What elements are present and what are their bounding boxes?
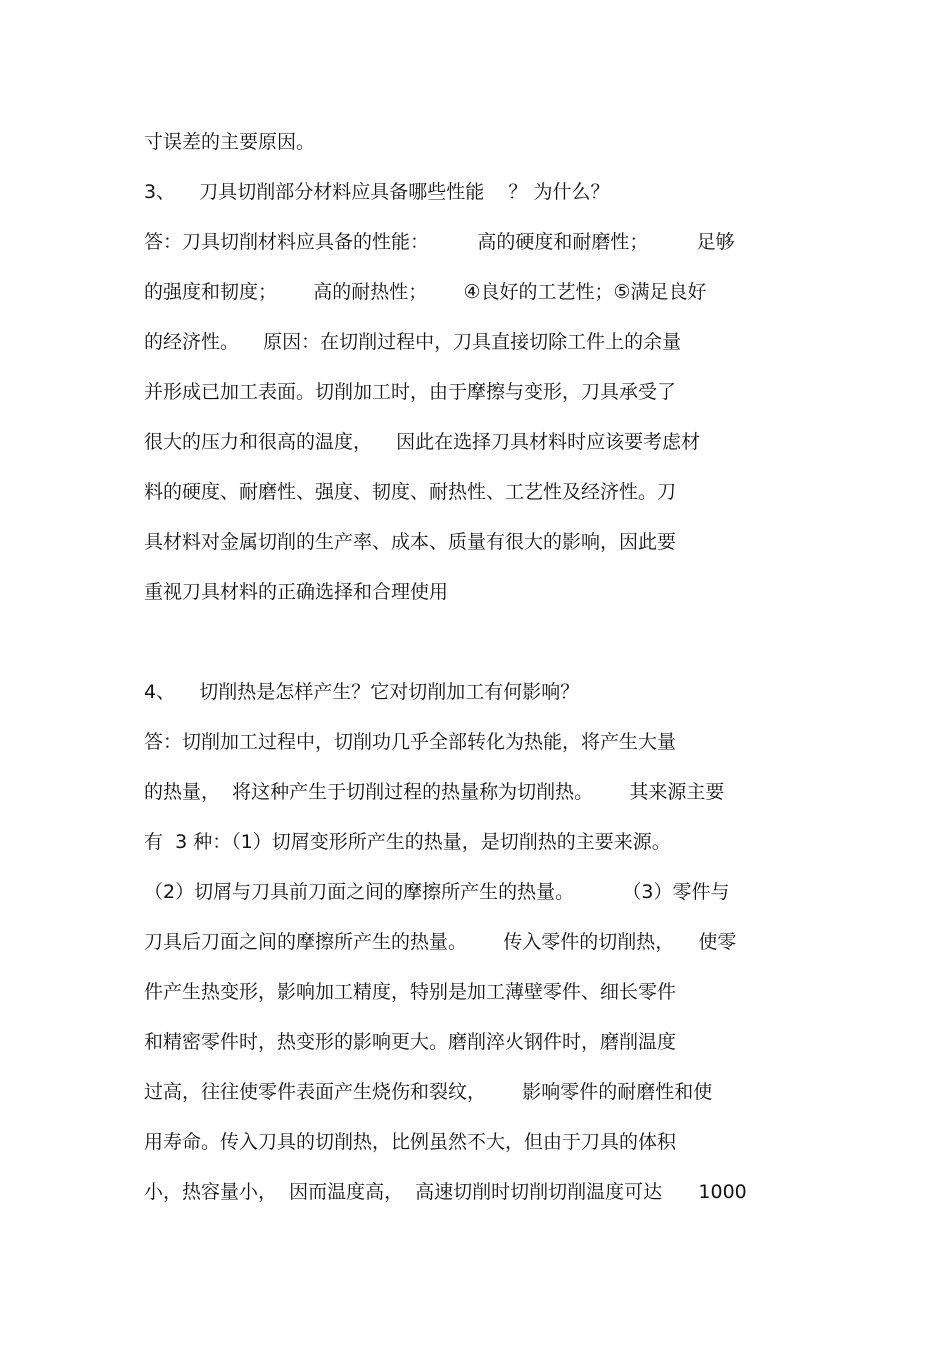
text-line: 答：切削加工过程中，切削功几乎全部转化为热能，将产生大量: [144, 731, 677, 753]
text-line: 重视刀具材料的正确选择和合理使用: [144, 581, 449, 603]
text-line: 并形成已加工表面。切削加工时，由于摩擦与变形，刀具承受了: [144, 381, 677, 403]
text-line: 的热量， 将这种产生于切削过程的热量称为切削热。 其来源主要: [144, 781, 725, 803]
text-line: 的经济性。 原因：在切削过程中，刀具直接切除工件上的余量: [144, 331, 682, 353]
text-line: 件产生热变形，影响加工精度，特别是加工薄壁零件、细长零件: [144, 981, 677, 1003]
text-line: 寸误差的主要原因。: [144, 131, 316, 153]
text-line: （2）切屑与刀具前刀面之间的摩擦所产生的热量。 （3）零件与: [144, 881, 730, 903]
text-line: 的强度和韧度； 高的耐热性； ④良好的工艺性；⑤满足良好: [144, 281, 707, 303]
text-line: 具材料对金属切削的生产率、成本、质量有很大的影响，因此要: [144, 531, 677, 553]
text-line: 有 3 种：（1）切屑变形所产生的热量，是切削热的主要来源。: [144, 831, 671, 853]
text-line: 和精密零件时，热变形的影响更大。磨削淬火钢件时，磨削温度: [144, 1031, 677, 1053]
text-line: 过高，往往使零件表面产生烧伤和裂纹， 影响零件的耐磨性和使: [144, 1081, 713, 1103]
text-line: 用寿命。传入刀具的切削热，比例虽然不大，但由于刀具的体积: [144, 1131, 677, 1153]
text-line: 答：刀具切削材料应具备的性能： 高的硬度和耐磨性； 足够: [144, 231, 735, 253]
text-line: 小，热容量小， 因而温度高， 高速切削时切削切削温度可达 1000: [144, 1181, 747, 1203]
text-line: 刀具后刀面之间的摩擦所产生的热量。 传入零件的切削热， 使零: [144, 931, 737, 953]
question-3-heading: 3、 刀具切削部分材料应具备哪些性能 ？ 为什么？: [144, 181, 610, 203]
question-4-heading: 4、 切削热是怎样产生？它对切削加工有何影响？: [144, 681, 580, 703]
text-line: 料的硬度、耐磨性、强度、韧度、耐热性、工艺性及经济性。刀: [144, 481, 677, 503]
text-line: 很大的压力和很高的温度， 因此在选择刀具材料时应该要考虑材: [144, 431, 701, 453]
